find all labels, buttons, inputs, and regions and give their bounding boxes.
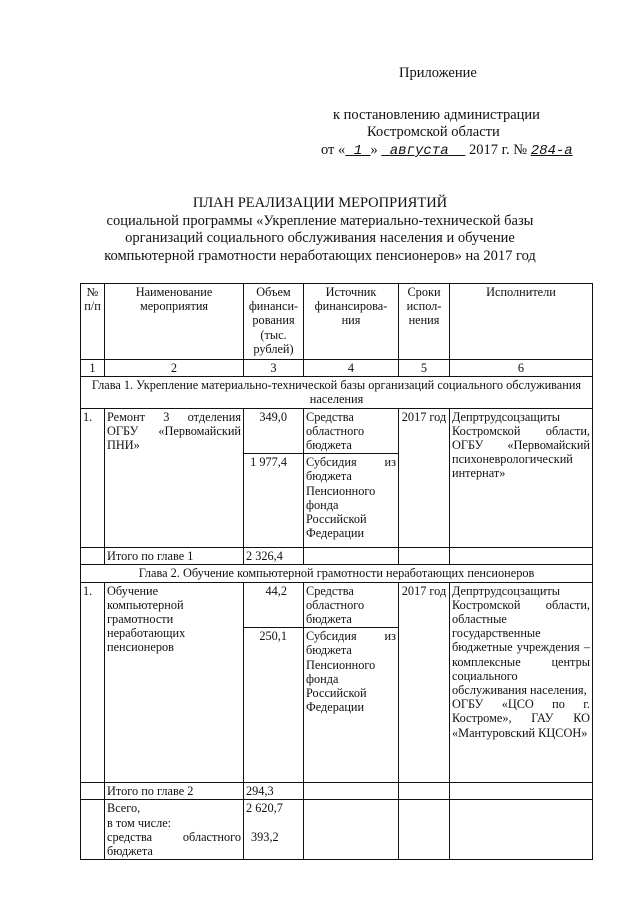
date-mid: » xyxy=(370,142,378,158)
spacer xyxy=(246,816,301,830)
grand-total-label xyxy=(105,800,244,860)
header-name: Наименование мероприятия xyxy=(105,284,244,360)
date-prefix: от « xyxy=(321,142,346,158)
grand-label-1: Всего, xyxy=(107,801,141,816)
empty-cell xyxy=(399,783,450,800)
col-number: 5 xyxy=(399,360,450,377)
funding-source xyxy=(304,628,399,783)
term: 2017 год xyxy=(399,582,450,783)
amount xyxy=(244,628,304,783)
amount-value: 250,1 xyxy=(259,629,287,644)
date-month-value: августа xyxy=(389,143,449,159)
empty-cell xyxy=(304,783,399,800)
empty-cell xyxy=(304,548,399,565)
plan-subtitle-1: социальной программы «Укрепление материально-технической базы xyxy=(106,213,534,229)
chapter-1-total-row xyxy=(81,548,593,565)
amount xyxy=(244,454,304,548)
table-row xyxy=(81,408,593,454)
decree-line-1: к постановлению администрации xyxy=(333,107,540,123)
column-number-row xyxy=(81,360,593,377)
header-num: № п/п xyxy=(81,284,105,360)
funding-source: Средства областного бюджета xyxy=(304,408,399,454)
amount-value: 349,0 xyxy=(259,409,287,424)
empty-cell xyxy=(399,548,450,565)
col-number: 6 xyxy=(450,360,593,377)
grand-label-3: средства областного бюджета xyxy=(107,829,241,859)
header-executors: Исполнители xyxy=(450,284,593,360)
col-number: 2 xyxy=(105,360,244,377)
plan-subtitle-2: организаций социального обслуживания населения и обучение xyxy=(125,230,515,246)
grand-label-2: в том числе: xyxy=(107,815,172,830)
row-number: 1. xyxy=(81,408,105,548)
activity-name-text: Обучение компьютерной грамотности неработающих пенсионеров xyxy=(107,583,186,655)
grand-value-1: 2 620,7 xyxy=(246,801,283,816)
grand-total-values xyxy=(244,800,304,860)
amount-value: 44,2 xyxy=(265,583,287,598)
chapter-1-title: Глава 1. Укрепление материально-технической базы организаций социального обслуживания населения xyxy=(81,377,593,408)
table-header-row xyxy=(81,284,593,360)
empty-cell xyxy=(81,548,105,565)
empty-cell xyxy=(450,548,593,565)
executor-part-2: ОГБУ «ЦСО по г. Костроме», ГАУ КО «Мантуровский КЦСОН» xyxy=(452,697,590,740)
activity-name: Ремонт 3 отделения ОГБУ «Первомайский ПНИ» xyxy=(105,408,244,548)
term: 2017 год xyxy=(399,408,450,548)
total-label: Итого по главе 2 xyxy=(105,783,244,800)
source-rest: бюджета Пенсионного фонда Российской Федерации xyxy=(306,643,376,715)
date-year: 2017 г. № xyxy=(469,142,528,158)
date-day-value: 1 xyxy=(353,143,363,159)
plan-title: ПЛАН РЕАЛИЗАЦИИ МЕРОПРИЯТИЙ xyxy=(192,195,448,211)
date-month xyxy=(381,143,465,159)
col-number: 1 xyxy=(81,360,105,377)
empty-cell xyxy=(304,800,399,860)
col-number: 3 xyxy=(244,360,304,377)
header-term: Сроки испол-нения xyxy=(399,284,450,360)
executor xyxy=(450,582,593,783)
chapter-2-total-row xyxy=(81,783,593,800)
total-value: 2 326,4 xyxy=(244,548,304,565)
row-number: 1. xyxy=(81,582,105,783)
total-value: 294,3 xyxy=(244,783,304,800)
col-number: 4 xyxy=(304,360,399,377)
activity-name xyxy=(105,582,244,783)
header-volume: Объем финанси-рования (тыс. рублей) xyxy=(244,284,304,360)
plan-subtitle-3: компьютерной грамотности неработающих пенсионеров» на 2017 год xyxy=(104,248,536,264)
date-day xyxy=(345,143,370,159)
funding-source xyxy=(304,454,399,548)
empty-cell xyxy=(81,783,105,800)
chapter-2-title-row xyxy=(81,565,593,582)
empty-cell xyxy=(450,783,593,800)
amount xyxy=(244,408,304,454)
grand-value-2: 393,2 xyxy=(251,829,279,844)
empty-cell xyxy=(399,800,450,860)
source-line: Субсидия из xyxy=(306,455,396,470)
total-label: Итого по главе 1 xyxy=(105,548,244,565)
amount xyxy=(244,582,304,628)
empty-cell xyxy=(81,800,105,860)
decree-number: 284-а xyxy=(530,143,573,159)
table-row xyxy=(81,582,593,628)
executor: Депртрудсоцзащиты Костромской области, ОГБУ «Первомайский психоневрологический интернат» xyxy=(450,408,593,548)
grand-total-row xyxy=(81,800,593,860)
funding-source: Средства областного бюджета xyxy=(304,582,399,628)
chapter-1-title-row xyxy=(81,377,593,408)
empty-cell xyxy=(450,800,593,860)
executor-part-1: Депртрудсоцзащиты Костромской области, областные государственные бюджетные учреждения – комплексные центры социального обслуживания населения, xyxy=(452,583,590,698)
amount-value: 1 977,4 xyxy=(250,455,287,470)
decree-date-line xyxy=(321,141,573,160)
plan-table xyxy=(80,283,593,860)
decree-line-2: Костромской области xyxy=(367,124,500,140)
source-rest: бюджета Пенсионного фонда Российской Федерации xyxy=(306,469,376,541)
source-line: Субсидия из xyxy=(306,629,396,644)
appendix-label: Приложение xyxy=(399,65,477,81)
chapter-2-title: Глава 2. Обучение компьютерной грамотности неработающих пенсионеров xyxy=(81,565,593,582)
header-source: Источник финансирова-ния xyxy=(304,284,399,360)
